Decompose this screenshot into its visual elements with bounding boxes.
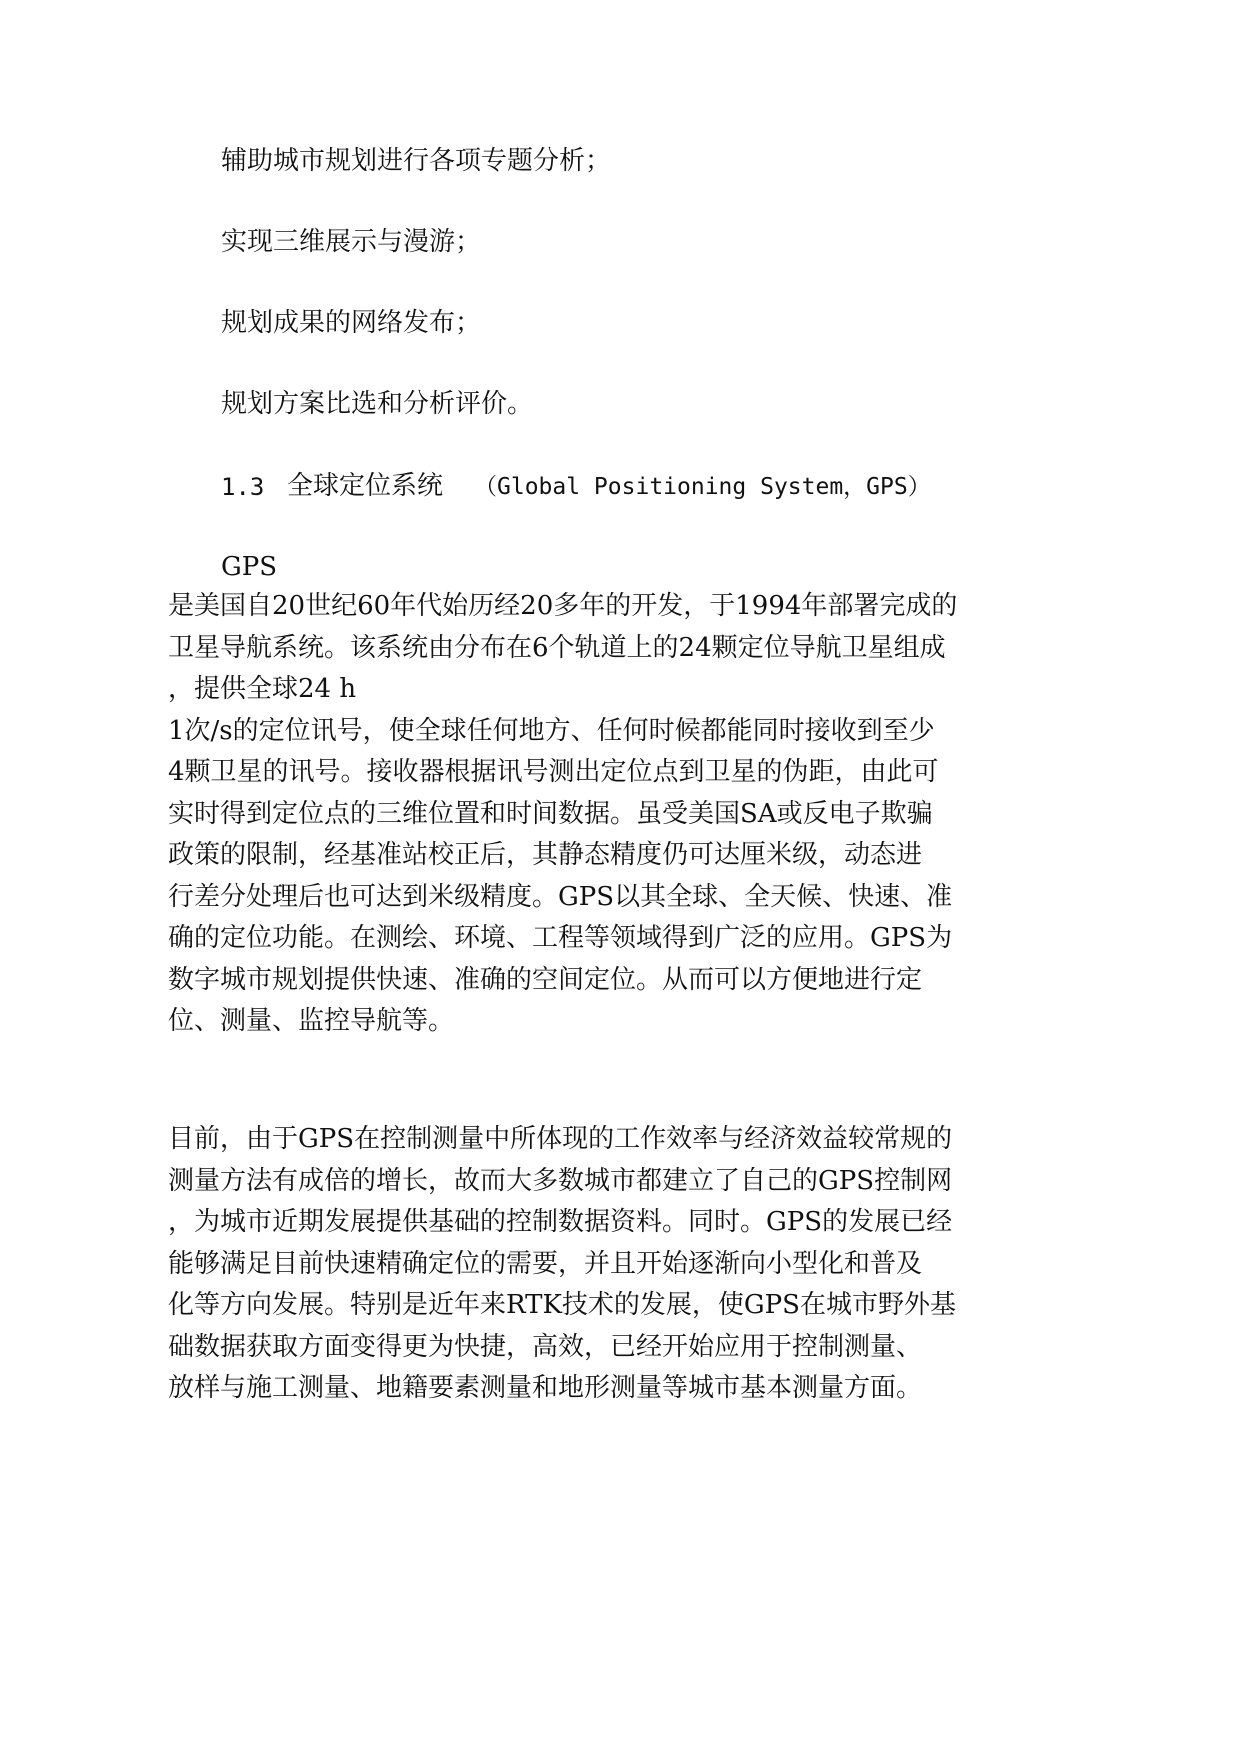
list-item: 辅助城市规划进行各项专题分析；	[221, 146, 612, 176]
paragraph-line: 卫星导航系统。该系统由分布在6个轨道上的24颗定位导航卫星组成	[168, 632, 946, 663]
paragraph-gps-current-status	[168, 1119, 956, 1410]
list-item: 实现三维展示与漫游；	[221, 227, 482, 257]
paragraph-line: 1次/s的定位讯号，使全球任何地方、任何时候都能同时接收到至少	[168, 715, 935, 746]
paragraph-line: 实时得到定位点的三维位置和时间数据。虽受美国SA或反电子欺骗	[168, 798, 933, 829]
list-item: 规划方案比选和分析评价。	[221, 389, 534, 419]
paragraph-line: 能够满足目前快速精确定位的需要，并且开始逐渐向小型化和普及	[168, 1248, 923, 1279]
paragraph-line: 4颗卫星的讯号。接收器根据讯号测出定位点到卫星的伪距，由此可	[168, 757, 939, 787]
section-title-english: （Global Positioning System，GPS）	[474, 474, 931, 500]
paragraph-line: 行差分处理后也可达到米级精度。GPS以其全球、全天候、快速、准	[168, 881, 953, 912]
paragraph-line: 放样与施工测量、地籍要素测量和地形测量等城市基本测量方面。	[168, 1373, 923, 1403]
gps-label: GPS	[221, 552, 278, 582]
paragraph-line: 测量方法有成倍的增长，故而大多数城市都建立了自己的GPS控制网	[168, 1165, 953, 1196]
paragraph-line: 是美国自20世纪60年代始历经20多年的开发，于1994年部署完成的	[168, 591, 958, 621]
paragraph-line: 位、测量、监控导航等。	[168, 1006, 455, 1036]
paragraph-line: 确的定位功能。在测绘、环境、工程等领域得到广泛的应用。GPS为	[168, 923, 953, 953]
paragraph-line: ，提供全球24 h	[168, 674, 357, 704]
list-item: 规划成果的网络发布；	[221, 308, 482, 338]
section-number: 1.3	[221, 473, 265, 501]
paragraph-line: 数字城市规划提供快速、准确的空间定位。从而可以方便地进行定	[168, 964, 923, 995]
section-title: 全球定位系统	[287, 471, 444, 501]
paragraph-line: 化等方向发展。特别是近年来RTK技术的发展，使GPS在城市野外基	[168, 1290, 956, 1320]
paragraph-line: 础数据获取方面变得更为快捷，高效，已经开始应用于控制测量、	[168, 1331, 923, 1362]
paragraph-line: ，为城市近期发展提供基础的控制数据资料。同时。GPS的发展已经	[168, 1207, 953, 1237]
paragraph-gps-intro	[168, 586, 958, 1043]
paragraph-line: 政策的限制，经基准站校正后，其静态精度仍可达厘米级，动态进	[168, 840, 923, 870]
paragraph-line: 目前，由于GPS在控制测量中所体现的工作效率与经济效益较常规的	[168, 1124, 953, 1154]
